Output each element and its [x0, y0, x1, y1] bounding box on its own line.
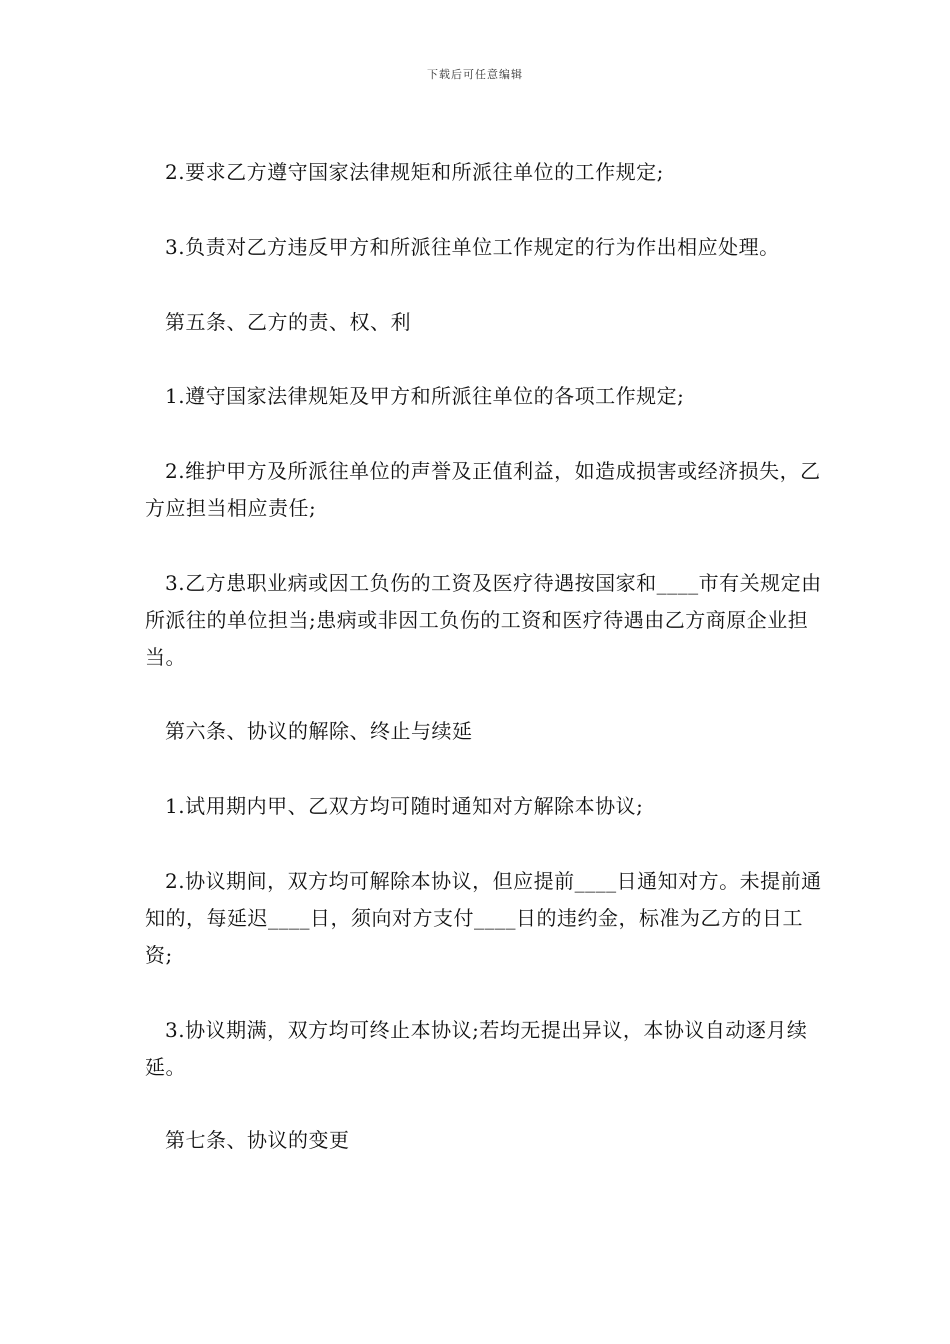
clause-6-item-1: 1.试用期内甲、乙双方均可随时通知对方解除本协议;	[165, 794, 644, 818]
clause-5-item-1: 1.遵守国家法律规矩及甲方和所派往单位的各项工作规定;	[165, 384, 685, 408]
clause-7-heading: 第七条、协议的变更	[165, 1128, 350, 1152]
clause-5-item-2: 2.维护甲方及所派往单位的声誉及正值利益，如造成损害或经济损失，乙方应担当相应责任;	[145, 459, 821, 520]
clause-4-item-3: 3.负责对乙方违反甲方和所派往单位工作规定的行为作出相应处理。	[165, 235, 780, 259]
clause-4-item-2: 2.要求乙方遵守国家法律规矩和所派往单位的工作规定;	[165, 160, 664, 184]
header-note: 下载后可任意编辑	[427, 68, 523, 81]
clause-6-heading: 第六条、协议的解除、终止与续延	[165, 719, 473, 743]
clause-5-heading: 第五条、乙方的责、权、利	[165, 310, 411, 334]
clause-5-item-3: 3.乙方患职业病或因工负伤的工资及医疗待遇按国家和____市有关规定由所派往的单位担当;患病或非因工负伤的工资和医疗待遇由乙方商原企业担当。	[145, 571, 822, 669]
clause-6-item-2: 2.协议期间，双方均可解除本协议，但应提前____日通知对方。未提前通知的，每延迟____日，须向对方支付____日的违约金，标准为乙方的日工资;	[145, 869, 822, 967]
clause-6-item-3: 3.协议期满，双方均可终止本协议;若均无提出异议，本协议自动逐月续延。	[145, 1018, 808, 1079]
